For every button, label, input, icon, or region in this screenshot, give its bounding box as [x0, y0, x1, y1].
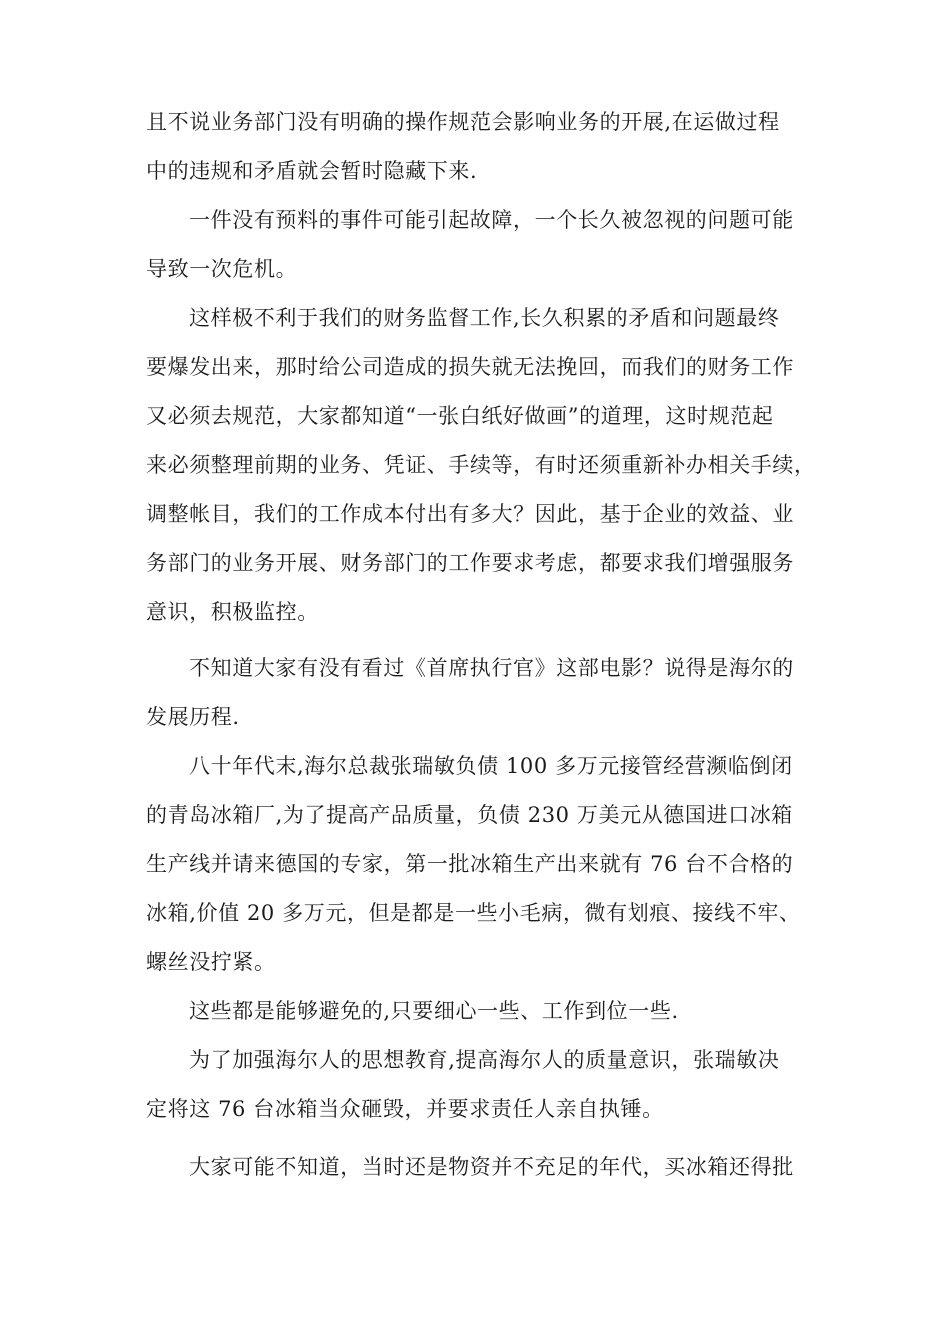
text-line: 不知道大家有没有看过《首席执行官》这部电影？说得是海尔的 — [189, 656, 794, 680]
text-line: 要爆发出来，那时给公司造成的损失就无法挽回，而我们的财务工作 — [146, 355, 794, 379]
text-line: 发展历程. — [146, 705, 240, 729]
text-line: 定将这 76 台冰箱当众砸毁，并要求责任人亲自执锤。 — [146, 1097, 664, 1121]
text-line: 务部门的业务开展、财务部门的工作要求考虑，都要求我们增强服务 — [146, 551, 794, 575]
text-line: 生产线并请来德国的专家，第一批冰箱生产出来就有 76 台不合格的 — [146, 852, 794, 876]
text-line: 又必须去规范，大家都知道“一张白纸好做画”的道理，这时规范起 — [146, 404, 774, 428]
text-line: 来必须整理前期的业务、凭证、手续等，有时还须重新补办相关手续， — [146, 453, 816, 477]
text-line: 且不说业务部门没有明确的操作规范会影响业务的开展,在运做过程 — [146, 110, 780, 134]
text-line: 这些都是能够避免的,只要细心一些、工作到位一些. — [189, 999, 679, 1023]
text-line: 意识，积极监控。 — [146, 600, 319, 624]
text-line: 调整帐目，我们的工作成本付出有多大？因此，基于企业的效益、业 — [146, 502, 794, 526]
text-line: 八十年代末,海尔总裁张瑞敏负债 100 多万元接管经营濒临倒闭 — [189, 754, 793, 778]
text-line: 的青岛冰箱厂,为了提高产品质量，负债 230 万美元从德国进口冰箱 — [146, 803, 793, 827]
text-line: 大家可能不知道，当时还是物资并不充足的年代，买冰箱还得批 — [189, 1155, 794, 1179]
text-line: 一件没有预料的事件可能引起故障，一个长久被忽视的问题可能 — [189, 208, 794, 232]
text-line: 螺丝没拧紧。 — [146, 950, 276, 974]
text-line: 为了加强海尔人的思想教育,提高海尔人的质量意识，张瑞敏决 — [189, 1048, 780, 1072]
text-line: 这样极不利于我们的财务监督工作,长久积累的矛盾和问题最终 — [189, 306, 780, 330]
text-line: 冰箱,价值 20 多万元，但是都是一些小毛病，微有划痕、接线不牢、 — [146, 901, 801, 925]
text-line: 导致一次危机。 — [146, 257, 298, 281]
text-line: 中的违规和矛盾就会暂时隐藏下来. — [146, 159, 478, 183]
